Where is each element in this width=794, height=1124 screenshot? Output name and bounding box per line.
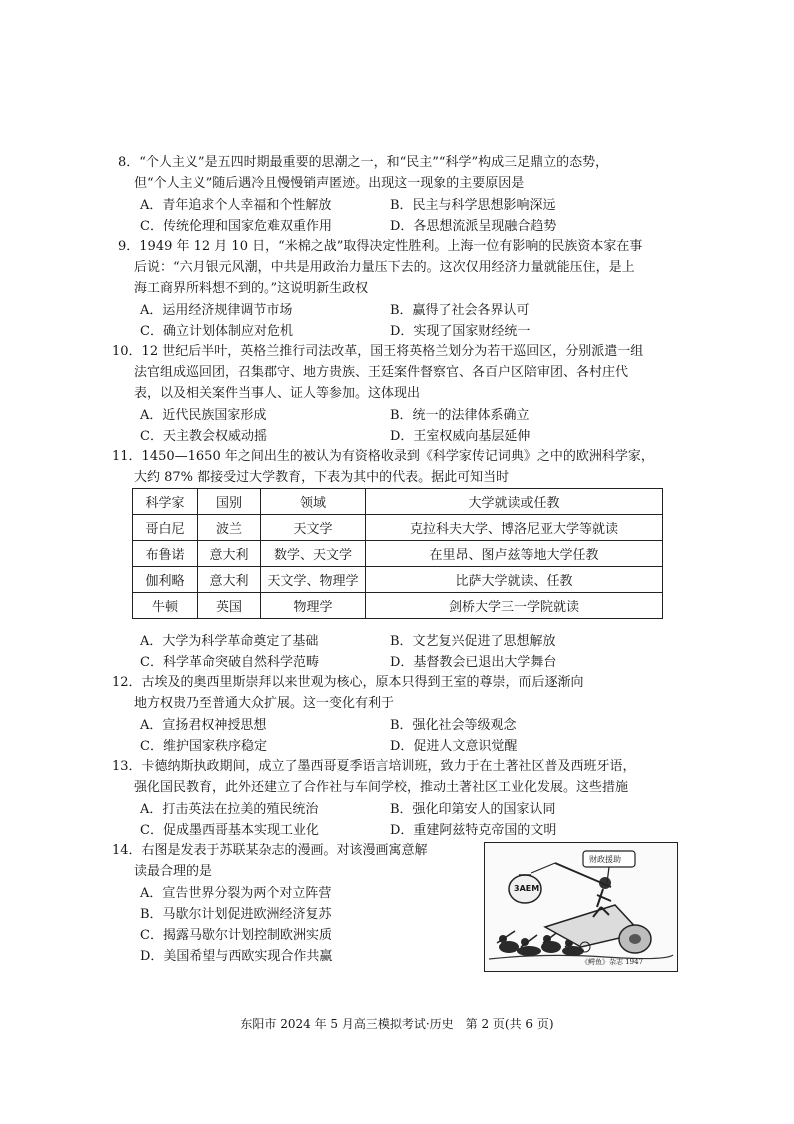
q11-option-c: C．科学革命突破自然科学范畴 <box>140 655 319 670</box>
cartoon-caption: 《鳄鱼》杂志 1947 <box>581 958 644 966</box>
q11-stem-line1: 11．1450—1650 年之间出生的被认为有资格收录到《科学家传记词典》之中的欧洲科学家， <box>112 449 654 464</box>
q14-option-a: A．宣告世界分裂为两个对立阵营 <box>140 886 332 901</box>
q12-option-b: B．强化社会等级观念 <box>390 718 517 733</box>
table-header-row <box>133 489 663 515</box>
table-row <box>133 593 663 619</box>
q9-option-d: D．实现了国家财经统一 <box>390 324 531 339</box>
q11-option-b: B．文艺复兴促进了思想解放 <box>390 634 556 649</box>
cartoon-sign-text: 财政援助 <box>589 855 621 864</box>
table-row <box>133 567 663 593</box>
q9-option-c: C．确立计划体制应对危机 <box>140 324 293 339</box>
cartoon-bag-text: 3AEM <box>514 884 540 893</box>
q9-stem-line1: 9．1949 年 12 月 10 日，“米棉之战”取得决定性胜利。上海一位有影响的民族资本家在事 <box>118 239 643 254</box>
table-cell: 在里昂、图卢兹等地大学任教 <box>366 541 663 567</box>
q12-option-a: A．宣扬君权神授思想 <box>140 718 267 733</box>
q10-option-c: C．天主教会权威动摇 <box>140 429 267 444</box>
table-cell: 比萨大学就读、任教 <box>366 567 663 593</box>
cartoon-drawing <box>485 843 677 971</box>
q13-option-d: D．重建阿兹特克帝国的文明 <box>390 823 557 838</box>
table-header-cell: 领域 <box>261 489 366 515</box>
q10-option-d: D．王室权威向基层延伸 <box>390 429 531 444</box>
table-row <box>133 541 663 567</box>
q13-stem-line1: 13．卡德纳斯执政期间，成立了墨西哥夏季语言培训班，致力于在土著社区普及西班牙语， <box>112 759 636 774</box>
q8-option-d: D．各思想流派呈现融合趋势 <box>390 219 557 234</box>
q10-option-b: B．统一的法律体系确立 <box>390 408 530 423</box>
q8-stem-line2: 但“个人主义”随后遇冷且慢慢销声匿迹。出现这一现象的主要原因是 <box>134 176 525 191</box>
table-header-cell: 大学就读或任教 <box>366 489 663 515</box>
q8-option-b: B．民主与科学思想影响深远 <box>390 198 556 213</box>
q9-stem-line3: 海工商界所料想不到的。”这说明新生政权 <box>134 281 369 296</box>
q14-stem-line1: 14．右图是发表于苏联某杂志的漫画。对该漫画寓意解 <box>112 843 428 858</box>
scientist-table <box>132 488 663 619</box>
q9-option-b: B．赢得了社会各界认可 <box>390 303 530 318</box>
q9-stem-line2: 后说：“六月银元风潮，中共是用政治力量压下去的。这次仅用经济力量就能压住，是上 <box>134 260 635 275</box>
table-cell: 牛顿 <box>133 593 198 619</box>
table-cell: 英国 <box>198 593 261 619</box>
table-cell: 克拉科夫大学、博洛尼亚大学等就读 <box>366 515 663 541</box>
q10-option-a: A．近代民族国家形成 <box>140 408 267 423</box>
q8-stem-line1: 8．“个人主义”是五四时期最重要的思潮之一，和“民主”“科学”构成三足鼎立的态势， <box>118 155 609 170</box>
q11-option-d: D．基督教会已退出大学舞台 <box>390 655 557 670</box>
table-cell: 数学、天文学 <box>261 541 366 567</box>
q14-option-d: D．美国希望与西欧实现合作共赢 <box>140 949 333 964</box>
table-cell: 意大利 <box>198 541 261 567</box>
q8-option-c: C．传统伦理和国家危难双重作用 <box>140 219 332 234</box>
q13-option-a: A．打击英法在拉美的殖民统治 <box>140 802 319 817</box>
q9-option-a: A．运用经济规律调节市场 <box>140 303 293 318</box>
table-cell: 天文学、物理学 <box>261 567 366 593</box>
q10-stem-line3: 表，以及相关案件当事人、证人等参加。这体现出 <box>134 386 421 401</box>
q12-option-d: D．促进人文意识觉醒 <box>390 739 518 754</box>
table-cell: 哥白尼 <box>133 515 198 541</box>
q8-option-a: A．青年追求个人幸福和个性解放 <box>140 198 332 213</box>
q12-option-c: C．维护国家秩序稳定 <box>140 739 267 754</box>
table-header-cell: 国别 <box>198 489 261 515</box>
q12-stem-line1: 12．古埃及的奥西里斯崇拜以来世观为核心，原本只得到王室的尊崇，而后逐渐向 <box>112 675 584 690</box>
q10-stem-line2: 法官组成巡回团，召集郡守、地方贵族、王廷案件督察官、各百户区陪审团、各村庄代 <box>134 365 629 380</box>
q14-option-b: B．马歇尔计划促进欧洲经济复苏 <box>140 907 332 922</box>
table-row <box>133 515 663 541</box>
page-footer: 东阳市 2024 年 5 月高三模拟考试·历史 第 2 页(共 6 页) <box>240 1017 554 1031</box>
table-cell: 伽利略 <box>133 567 198 593</box>
q10-stem-line1: 10．12 世纪后半叶，英格兰推行司法改革，国王将英格兰划分为若干巡回区，分别派遣一组 <box>112 344 644 359</box>
q11-stem-line2: 大约 87% 都接受过大学教育，下表为其中的代表。据此可知当时 <box>134 470 510 485</box>
table-cell: 意大利 <box>198 567 261 593</box>
table-cell: 天文学 <box>261 515 366 541</box>
q12-stem-line2: 地方权贵乃至普通大众扩展。这一变化有利于 <box>134 696 395 711</box>
cartoon-illustration <box>484 842 678 972</box>
table-cell: 剑桥大学三一学院就读 <box>366 593 663 619</box>
q13-option-c: C．促成墨西哥基本实现工业化 <box>140 823 319 838</box>
table-cell: 波兰 <box>198 515 261 541</box>
q14-stem-line2: 读最合理的是 <box>134 864 213 879</box>
table-cell: 物理学 <box>261 593 366 619</box>
q13-option-b: B．强化印第安人的国家认同 <box>390 802 556 817</box>
q13-stem-line2: 强化国民教育，此外还建立了合作社与车间学校，推动土著社区工业化发展。这些措施 <box>134 780 629 795</box>
q14-option-c: C．揭露马歇尔计划控制欧洲实质 <box>140 928 332 943</box>
table-header-cell: 科学家 <box>133 489 198 515</box>
q11-option-a: A．大学为科学革命奠定了基础 <box>140 634 319 649</box>
table-cell: 布鲁诺 <box>133 541 198 567</box>
